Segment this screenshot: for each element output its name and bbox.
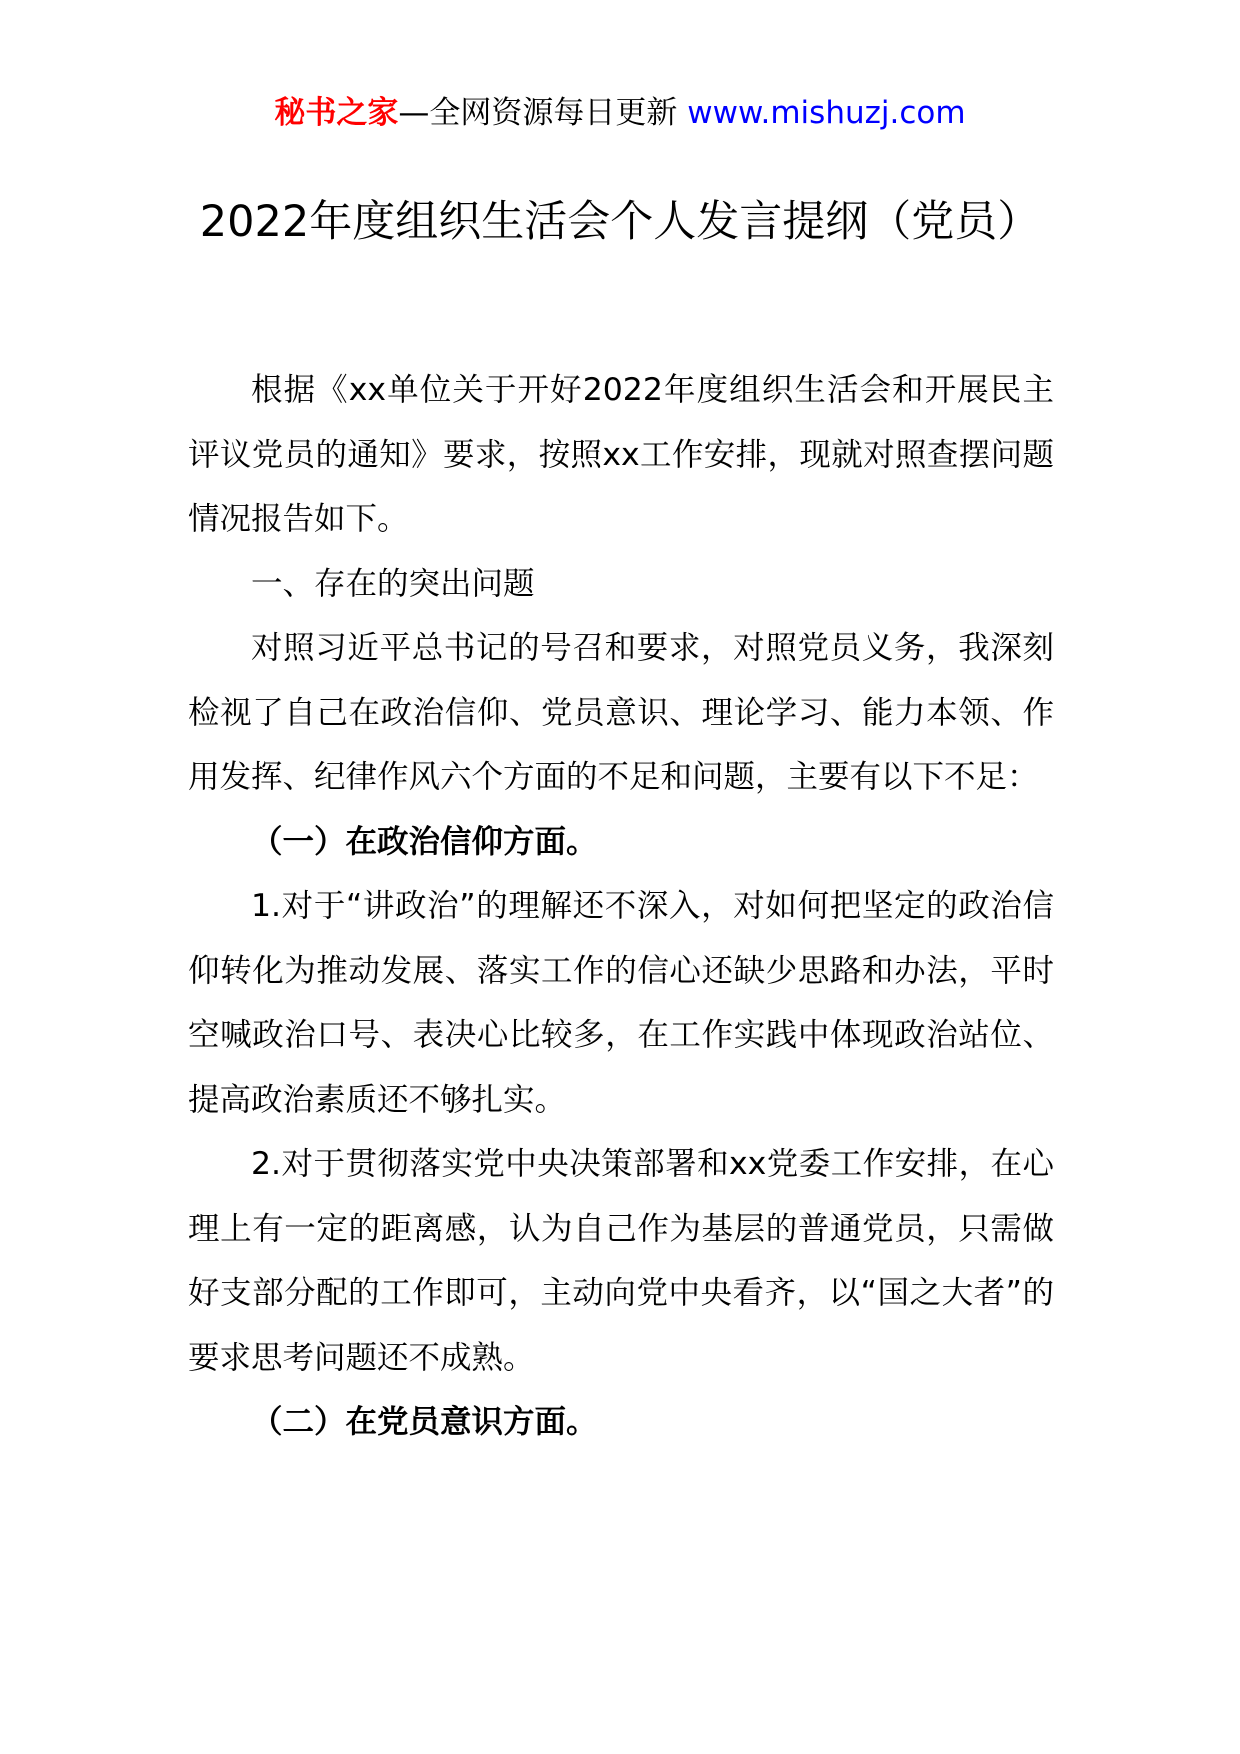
subsection-heading-party-awareness: （二）在党员意识方面。 (251, 1404, 598, 1440)
site-brand: 秘书之家 (274, 95, 399, 131)
site-header (0, 88, 1240, 138)
section-heading-problems: 一、存在的突出问题 (251, 565, 535, 602)
document-title: 2022年度组织生活会个人发言提纲（党员） (199, 197, 1041, 247)
problems-overview-paragraph: 对照习近平总书记的号召和要求，对照党员义务，我深刻检视了自己在政治信仰、党员意识、理论学习、能力本领、作用发挥、纪律作风六个方面的不足和问题，主要有以下不足： (188, 630, 1054, 795)
intro-paragraph: 根据《xx单位关于开好2022年度组织生活会和开展民主评议党员的通知》要求，按照xx工作安排，现就对照查摆问题情况报告如下。 (188, 372, 1054, 537)
subsection-heading-political-belief: （一）在政治信仰方面。 (251, 823, 598, 860)
site-tagline: —全网资源每日更新 (398, 95, 678, 131)
document-body (188, 358, 1054, 1455)
political-belief-item-2: 2.对于贯彻落实党中央决策部署和xx党委工作安排，在心理上有一定的距离感，认为自己作为基层的普通党员，只需做好支部分配的工作即可，主动向党中央看齐，以“国之大者”的要求思考问题还不成熟。 (188, 1146, 1054, 1376)
political-belief-item-1: 1.对于“讲政治”的理解还不深入，对如何把坚定的政治信仰转化为推动发展、落实工作的信心还缺少思路和办法，平时空喊政治口号、表决心比较多，在工作实践中体现政治站位、提高政治素质还不够扎实。 (188, 888, 1054, 1118)
site-url-link[interactable]: www.mishuzj.com (687, 95, 966, 131)
